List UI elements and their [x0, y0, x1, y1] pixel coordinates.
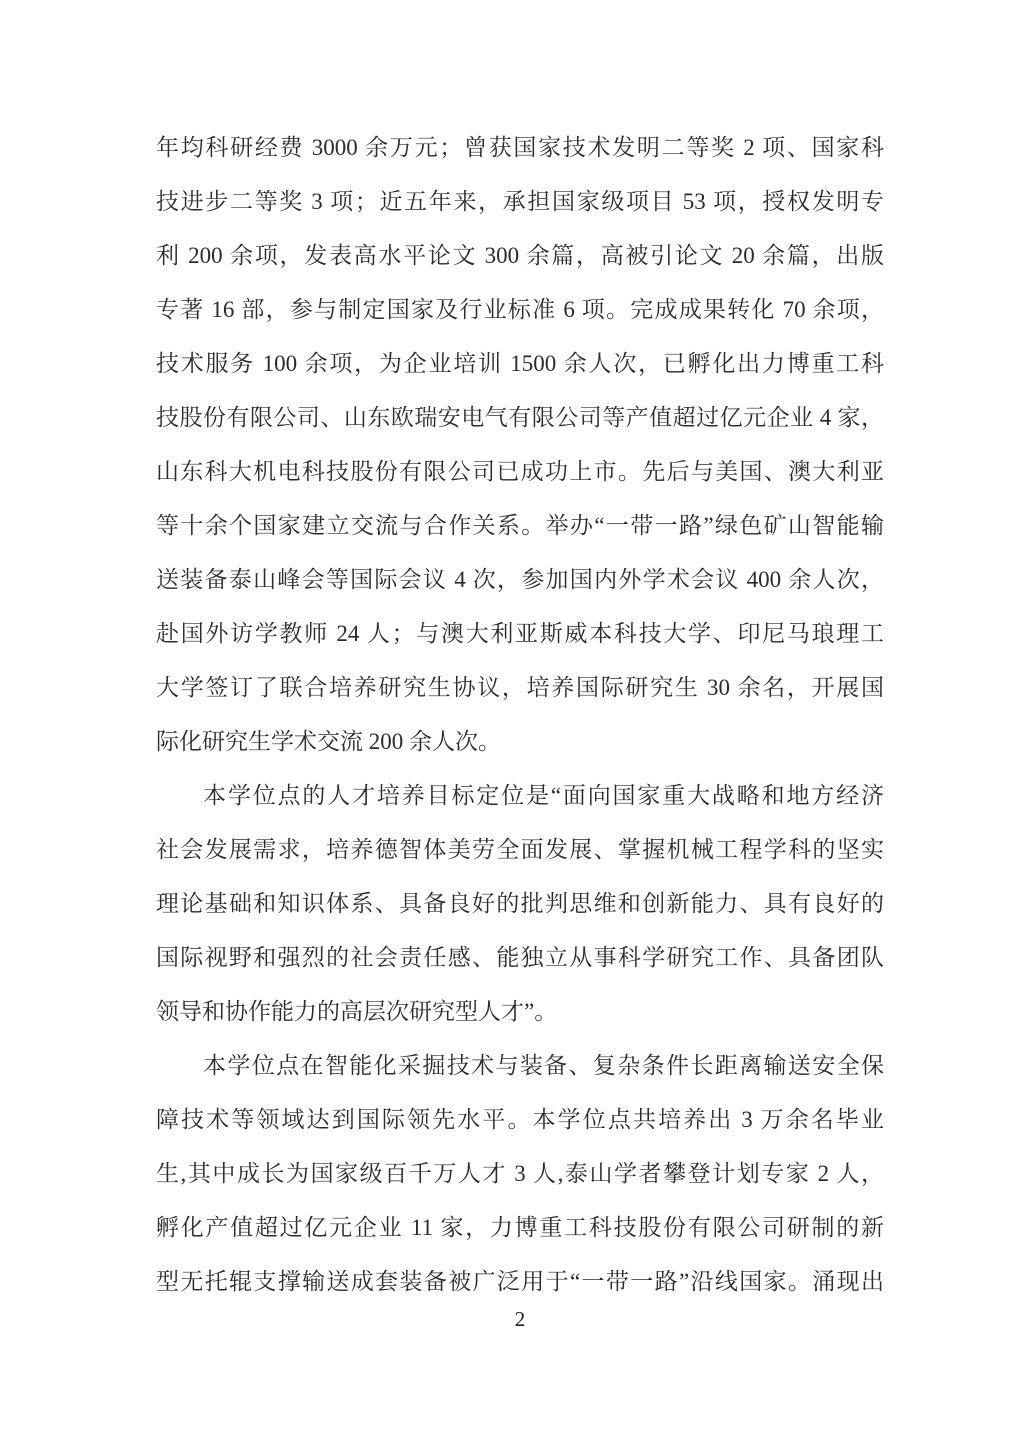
text-line: 型无托辊支撑输送成套装备被广泛用于“一带一路”沿线国家。涌现出 [156, 1269, 884, 1294]
text-line: 技术服务 100 余项，为企业培训 1500 余人次，已孵化出力博重工科 [156, 351, 884, 376]
text-line: 年均科研经费 3000 余万元；曾获国家技术发明二等奖 2 项、国家科 [156, 135, 884, 160]
text-line: 山东科大机电科技股份有限公司已成功上市。先后与美国、澳大利亚 [156, 459, 884, 484]
paragraph-1 [156, 121, 884, 769]
paragraph-2 [156, 769, 884, 1039]
text-line: 本学位点的人才培养目标定位是“面向国家重大战略和地方经济 [203, 783, 884, 808]
text-line: 国际视野和强烈的社会责任感、能独立从事科学研究工作、具备团队 [156, 945, 884, 970]
text-line: 技股份有限公司、山东欧瑞安电气有限公司等产值超过亿元企业 4 家， [156, 405, 884, 430]
text-line: 障技术等领域达到国际领先水平。本学位点共培养出 3 万余名毕业 [156, 1107, 884, 1132]
text-line: 利 200 余项，发表高水平论文 300 余篇，高被引论文 20 余篇，出版 [156, 243, 884, 268]
text-line: 理论基础和知识体系、具备良好的批判思维和创新能力、具有良好的 [156, 891, 884, 916]
text-line: 大学签订了联合培养研究生协议，培养国际研究生 30 余名，开展国 [156, 675, 884, 700]
text-line: 孵化产值超过亿元企业 11 家，力博重工科技股份有限公司研制的新 [156, 1215, 884, 1240]
text-line: 本学位点在智能化采掘技术与装备、复杂条件长距离输送安全保 [203, 1053, 884, 1078]
paragraph-3 [156, 1039, 884, 1309]
text-line: 等十余个国家建立交流与合作关系。举办“一带一路”绿色矿山智能输 [156, 513, 884, 538]
page-number: 2 [514, 1307, 526, 1331]
text-line: 专著 16 部，参与制定国家及行业标准 6 项。完成成果转化 70 余项， [156, 297, 884, 322]
text-line: 技进步二等奖 3 项；近五年来，承担国家级项目 53 项，授权发明专 [156, 189, 884, 214]
text-line: 送装备泰山峰会等国际会议 4 次，参加国内外学术会议 400 余人次， [156, 567, 884, 592]
text-line: 际化研究生学术交流 200 余人次。 [156, 729, 501, 754]
text-line: 生,其中成长为国家级百千万人才 3 人,泰山学者攀登计划专家 2 人， [156, 1161, 884, 1186]
text-line: 领导和协作能力的高层次研究型人才”。 [156, 999, 558, 1024]
text-line: 社会发展需求，培养德智体美劳全面发展、掌握机械工程学科的坚实 [156, 837, 884, 862]
page-footer [156, 1305, 884, 1333]
document-body [156, 121, 884, 1309]
text-line: 赴国外访学教师 24 人；与澳大利亚斯威本科技大学、印尼马琅理工 [156, 621, 884, 646]
